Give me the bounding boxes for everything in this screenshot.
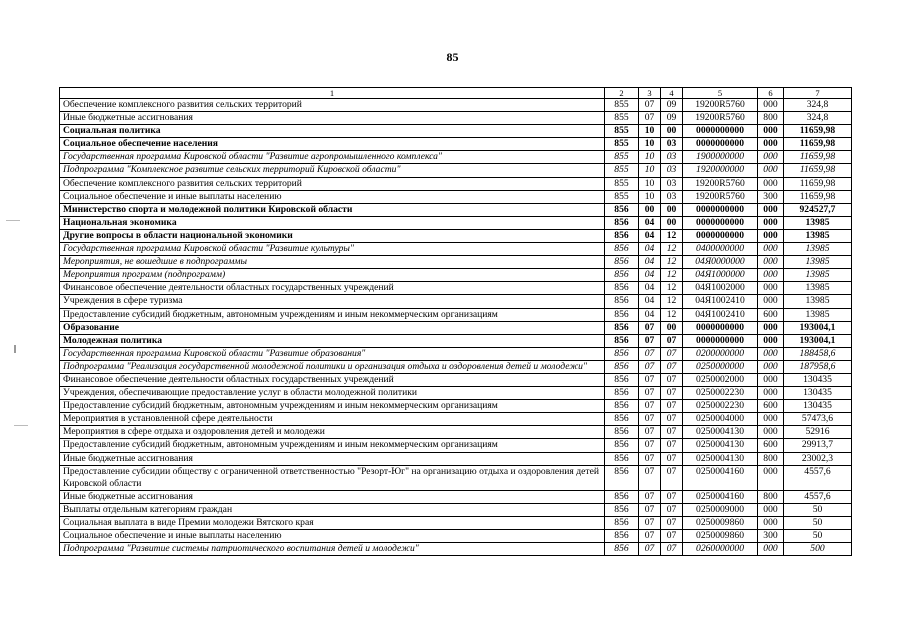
row-c3-cell: 10: [639, 138, 661, 151]
row-c4-cell: 07: [661, 543, 683, 556]
row-c2-cell: 856: [605, 321, 639, 334]
table-row: [60, 138, 852, 151]
row-c6-cell: 000: [758, 151, 784, 164]
row-c3-cell: 10: [639, 125, 661, 138]
row-c2-cell: 856: [605, 413, 639, 426]
row-c5-cell: 0250002000: [683, 373, 758, 386]
header-cell: 1: [60, 88, 605, 99]
row-c6-cell: 600: [758, 308, 784, 321]
row-c2-cell: 856: [605, 530, 639, 543]
row-c4-cell: 00: [661, 216, 683, 229]
table-row: [60, 125, 852, 138]
table-row: [60, 308, 852, 321]
row-c5-cell: 0000000000: [683, 321, 758, 334]
row-c2-cell: 855: [605, 151, 639, 164]
row-c3-cell: 07: [639, 373, 661, 386]
row-name-cell: Подпрограмма "Реализация государственной молодежной политики и организация отдыха и оздоровления детей и молодежи": [60, 360, 605, 373]
row-c3-cell: 04: [639, 229, 661, 242]
table-row: [60, 203, 852, 216]
row-c7-cell: 13985: [784, 282, 852, 295]
table-row: [60, 543, 852, 556]
row-c7-cell: 11659,98: [784, 164, 852, 177]
row-c7-cell: 50: [784, 503, 852, 516]
row-c6-cell: 000: [758, 138, 784, 151]
row-c5-cell: 0250002230: [683, 400, 758, 413]
row-c6-cell: 000: [758, 360, 784, 373]
row-name-cell: Мероприятия, не вошедшие в подпрограммы: [60, 256, 605, 269]
row-c6-cell: 000: [758, 347, 784, 360]
row-c4-cell: 03: [661, 177, 683, 190]
row-c4-cell: 12: [661, 229, 683, 242]
row-c6-cell: 300: [758, 530, 784, 543]
row-c3-cell: 07: [639, 360, 661, 373]
row-c4-cell: 07: [661, 413, 683, 426]
row-c5-cell: 0000000000: [683, 216, 758, 229]
row-c7-cell: 50: [784, 530, 852, 543]
row-c4-cell: 07: [661, 503, 683, 516]
row-c4-cell: 12: [661, 256, 683, 269]
row-name-cell: Иные бюджетные ассигнования: [60, 490, 605, 503]
row-c4-cell: 12: [661, 243, 683, 256]
row-c4-cell: 07: [661, 360, 683, 373]
table-row: [60, 334, 852, 347]
row-c3-cell: 07: [639, 490, 661, 503]
row-c7-cell: 13985: [784, 216, 852, 229]
margin-mark: [6, 220, 20, 221]
margin-mark: [14, 345, 16, 353]
row-c3-cell: 04: [639, 256, 661, 269]
row-name-cell: Другие вопросы в области национальной экономики: [60, 229, 605, 242]
row-c3-cell: 07: [639, 543, 661, 556]
row-c3-cell: 00: [639, 203, 661, 216]
row-c3-cell: 10: [639, 190, 661, 203]
row-c6-cell: 000: [758, 387, 784, 400]
row-c3-cell: 07: [639, 530, 661, 543]
table-row: [60, 400, 852, 413]
row-c3-cell: 07: [639, 503, 661, 516]
row-c7-cell: 13985: [784, 308, 852, 321]
row-c4-cell: 07: [661, 347, 683, 360]
row-c6-cell: 000: [758, 243, 784, 256]
row-c4-cell: 03: [661, 190, 683, 203]
row-c6-cell: 600: [758, 400, 784, 413]
row-c4-cell: 07: [661, 465, 683, 490]
table-body: [60, 88, 852, 556]
row-c7-cell: 924527,7: [784, 203, 852, 216]
row-c3-cell: 04: [639, 269, 661, 282]
row-name-cell: Предоставление субсидий бюджетным, автономным учреждениям и иным некоммерческим организациям: [60, 400, 605, 413]
row-c7-cell: 324,8: [784, 112, 852, 125]
row-c2-cell: 856: [605, 503, 639, 516]
row-c2-cell: 856: [605, 490, 639, 503]
row-c2-cell: 856: [605, 400, 639, 413]
row-c6-cell: 000: [758, 269, 784, 282]
row-name-cell: Учреждения в сфере туризма: [60, 295, 605, 308]
row-c3-cell: 04: [639, 216, 661, 229]
row-c5-cell: 0250004160: [683, 490, 758, 503]
row-name-cell: Предоставление субсидий бюджетным, автономным учреждениям и иным некоммерческим организациям: [60, 439, 605, 452]
table-row: [60, 530, 852, 543]
row-c4-cell: 07: [661, 426, 683, 439]
row-c7-cell: 187958,6: [784, 360, 852, 373]
row-c2-cell: 855: [605, 164, 639, 177]
row-c3-cell: 04: [639, 243, 661, 256]
row-name-cell: Иные бюджетные ассигнования: [60, 452, 605, 465]
row-c5-cell: 0250004130: [683, 426, 758, 439]
row-c3-cell: 07: [639, 112, 661, 125]
table-row: [60, 439, 852, 452]
row-c4-cell: 03: [661, 164, 683, 177]
row-c5-cell: 0000000000: [683, 203, 758, 216]
row-name-cell: Обеспечение комплексного развития сельских территорий: [60, 99, 605, 112]
table-row: [60, 465, 852, 490]
row-c4-cell: 07: [661, 439, 683, 452]
row-c3-cell: 07: [639, 426, 661, 439]
row-c4-cell: 07: [661, 373, 683, 386]
header-cell: 7: [784, 88, 852, 99]
row-name-cell: Подпрограмма "Комплексное развитие сельских территорий Кировской области": [60, 164, 605, 177]
row-c7-cell: 11659,98: [784, 151, 852, 164]
row-c2-cell: 856: [605, 334, 639, 347]
row-c6-cell: 300: [758, 190, 784, 203]
row-c3-cell: 04: [639, 282, 661, 295]
row-c3-cell: 07: [639, 465, 661, 490]
row-c5-cell: 0250004130: [683, 439, 758, 452]
row-c7-cell: 11659,98: [784, 190, 852, 203]
table-row: [60, 373, 852, 386]
row-name-cell: Национальная экономика: [60, 216, 605, 229]
row-c3-cell: 07: [639, 439, 661, 452]
row-c5-cell: 04Я1000000: [683, 269, 758, 282]
row-c2-cell: 856: [605, 426, 639, 439]
row-c2-cell: 856: [605, 269, 639, 282]
row-name-cell: Социальное обеспечение и иные выплаты населению: [60, 190, 605, 203]
table-row: [60, 517, 852, 530]
row-c2-cell: 855: [605, 112, 639, 125]
row-c7-cell: 11659,98: [784, 138, 852, 151]
header-cell: 4: [661, 88, 683, 99]
row-c6-cell: 000: [758, 543, 784, 556]
row-c6-cell: 000: [758, 99, 784, 112]
row-name-cell: Финансовое обеспечение деятельности областных государственных учреждений: [60, 282, 605, 295]
header-row: [60, 88, 852, 99]
row-c7-cell: 4557,6: [784, 490, 852, 503]
row-name-cell: Мероприятия программ (подпрограмм): [60, 269, 605, 282]
row-c4-cell: 03: [661, 151, 683, 164]
row-c7-cell: 23002,3: [784, 452, 852, 465]
row-c3-cell: 10: [639, 151, 661, 164]
row-c7-cell: 11659,98: [784, 125, 852, 138]
row-name-cell: Государственная программа Кировской области "Развитие образования": [60, 347, 605, 360]
row-name-cell: Финансовое обеспечение деятельности областных государственных учреждений: [60, 373, 605, 386]
table-row: [60, 99, 852, 112]
row-name-cell: Предоставление субсидии обществу с ограниченной ответственностью "Резорт-Юг" на организацию отдыха и оздоровления детей Кировской области: [60, 465, 605, 490]
row-c5-cell: 04Я0000000: [683, 256, 758, 269]
row-c6-cell: 000: [758, 164, 784, 177]
row-c4-cell: 07: [661, 517, 683, 530]
row-c5-cell: 19200R5760: [683, 190, 758, 203]
row-c2-cell: 856: [605, 243, 639, 256]
row-c7-cell: 13985: [784, 243, 852, 256]
row-c2-cell: 856: [605, 203, 639, 216]
row-c4-cell: 07: [661, 400, 683, 413]
header-cell: 2: [605, 88, 639, 99]
row-c3-cell: 04: [639, 308, 661, 321]
row-c4-cell: 12: [661, 282, 683, 295]
header-cell: 5: [683, 88, 758, 99]
page-number: 85: [446, 50, 459, 64]
row-name-cell: Министерство спорта и молодежной политики Кировской области: [60, 203, 605, 216]
table-row: [60, 216, 852, 229]
row-c5-cell: 0000000000: [683, 125, 758, 138]
row-c6-cell: 000: [758, 229, 784, 242]
row-c2-cell: 855: [605, 125, 639, 138]
budget-table: [59, 87, 852, 556]
row-c5-cell: 0200000000: [683, 347, 758, 360]
row-c2-cell: 856: [605, 256, 639, 269]
row-c4-cell: 07: [661, 530, 683, 543]
row-c3-cell: 10: [639, 177, 661, 190]
row-c6-cell: 000: [758, 321, 784, 334]
row-c4-cell: 12: [661, 308, 683, 321]
row-c2-cell: 856: [605, 347, 639, 360]
table-row: [60, 360, 852, 373]
row-c6-cell: 000: [758, 465, 784, 490]
row-c7-cell: 29913,7: [784, 439, 852, 452]
row-c5-cell: 0400000000: [683, 243, 758, 256]
row-name-cell: Иные бюджетные ассигнования: [60, 112, 605, 125]
row-c4-cell: 03: [661, 138, 683, 151]
row-c2-cell: 856: [605, 360, 639, 373]
row-name-cell: Учреждения, обеспечивающие предоставление услуг в области молодежной политики: [60, 387, 605, 400]
table-row: [60, 243, 852, 256]
row-c3-cell: 07: [639, 400, 661, 413]
row-c6-cell: 000: [758, 517, 784, 530]
row-c5-cell: 0000000000: [683, 334, 758, 347]
row-c4-cell: 00: [661, 125, 683, 138]
row-c3-cell: 07: [639, 347, 661, 360]
row-name-cell: Государственная программа Кировской области "Развитие агропромышленного комплекса": [60, 151, 605, 164]
row-name-cell: Выплаты отдельным категориям граждан: [60, 503, 605, 516]
row-name-cell: Социальная политика: [60, 125, 605, 138]
table-row: [60, 177, 852, 190]
row-c6-cell: 800: [758, 112, 784, 125]
margin-mark: [14, 425, 28, 426]
row-c2-cell: 856: [605, 465, 639, 490]
header-cell: 3: [639, 88, 661, 99]
row-c5-cell: 0250004160: [683, 465, 758, 490]
row-c7-cell: 4557,6: [784, 465, 852, 490]
row-c2-cell: 856: [605, 439, 639, 452]
row-c7-cell: 500: [784, 543, 852, 556]
row-c7-cell: 193004,1: [784, 334, 852, 347]
row-c3-cell: 07: [639, 99, 661, 112]
row-c2-cell: 856: [605, 373, 639, 386]
row-c5-cell: 0260000000: [683, 543, 758, 556]
row-c6-cell: 000: [758, 295, 784, 308]
row-c4-cell: 07: [661, 452, 683, 465]
row-c6-cell: 000: [758, 203, 784, 216]
row-c2-cell: 855: [605, 190, 639, 203]
row-c6-cell: 800: [758, 490, 784, 503]
row-c3-cell: 04: [639, 295, 661, 308]
row-name-cell: Социальная выплата в виде Премии молодежи Вятского края: [60, 517, 605, 530]
row-c3-cell: 10: [639, 164, 661, 177]
row-c5-cell: 19200R5760: [683, 99, 758, 112]
table-row: [60, 387, 852, 400]
row-c2-cell: 856: [605, 282, 639, 295]
row-c2-cell: 856: [605, 216, 639, 229]
row-c6-cell: 000: [758, 503, 784, 516]
row-c5-cell: 19200R5760: [683, 177, 758, 190]
row-c2-cell: 856: [605, 387, 639, 400]
header-cell: 6: [758, 88, 784, 99]
row-name-cell: Молодежная политика: [60, 334, 605, 347]
table-row: [60, 321, 852, 334]
row-name-cell: Обеспечение комплексного развития сельских территорий: [60, 177, 605, 190]
row-c7-cell: 188458,6: [784, 347, 852, 360]
row-name-cell: Социальное обеспечение населения: [60, 138, 605, 151]
row-c5-cell: 0250009000: [683, 503, 758, 516]
table-row: [60, 426, 852, 439]
row-c7-cell: 130435: [784, 400, 852, 413]
row-c4-cell: 00: [661, 203, 683, 216]
row-c4-cell: 07: [661, 490, 683, 503]
row-c3-cell: 07: [639, 517, 661, 530]
row-c7-cell: 130435: [784, 387, 852, 400]
row-name-cell: Подпрограмма "Развитие системы патриотического воспитания детей и молодежи": [60, 543, 605, 556]
table-row: [60, 164, 852, 177]
row-c6-cell: 000: [758, 426, 784, 439]
row-name-cell: Мероприятия в установленной сфере деятельности: [60, 413, 605, 426]
row-c5-cell: 0250009860: [683, 517, 758, 530]
row-c2-cell: 856: [605, 543, 639, 556]
table-row: [60, 490, 852, 503]
row-c5-cell: 0000000000: [683, 229, 758, 242]
row-c5-cell: 0250000000: [683, 360, 758, 373]
table-row: [60, 256, 852, 269]
row-c2-cell: 856: [605, 517, 639, 530]
row-c2-cell: 856: [605, 295, 639, 308]
row-c6-cell: 000: [758, 413, 784, 426]
table-row: [60, 282, 852, 295]
row-name-cell: Мероприятия в сфере отдыха и оздоровления детей и молодежи: [60, 426, 605, 439]
table-row: [60, 151, 852, 164]
row-c4-cell: 09: [661, 112, 683, 125]
row-c2-cell: 855: [605, 177, 639, 190]
table-row: [60, 503, 852, 516]
table-row: [60, 452, 852, 465]
table-row: [60, 347, 852, 360]
row-c2-cell: 855: [605, 99, 639, 112]
row-c7-cell: 324,8: [784, 99, 852, 112]
row-c5-cell: 04Я1002410: [683, 308, 758, 321]
row-c6-cell: 000: [758, 256, 784, 269]
row-c7-cell: 13985: [784, 269, 852, 282]
row-name-cell: Предоставление субсидий бюджетным, автономным учреждениям и иным некоммерческим организациям: [60, 308, 605, 321]
row-c3-cell: 07: [639, 334, 661, 347]
row-name-cell: Образование: [60, 321, 605, 334]
row-c4-cell: 00: [661, 321, 683, 334]
row-c6-cell: 600: [758, 439, 784, 452]
row-c5-cell: 0250004000: [683, 413, 758, 426]
row-c2-cell: 855: [605, 138, 639, 151]
row-c4-cell: 09: [661, 99, 683, 112]
row-c5-cell: 04Я1002000: [683, 282, 758, 295]
row-c7-cell: 50: [784, 517, 852, 530]
row-c6-cell: 000: [758, 125, 784, 138]
row-c3-cell: 07: [639, 321, 661, 334]
row-c6-cell: 000: [758, 282, 784, 295]
row-c3-cell: 07: [639, 387, 661, 400]
row-c7-cell: 13985: [784, 295, 852, 308]
row-c6-cell: 800: [758, 452, 784, 465]
row-c5-cell: 0000000000: [683, 138, 758, 151]
row-c5-cell: 0250002230: [683, 387, 758, 400]
row-c2-cell: 856: [605, 452, 639, 465]
row-c6-cell: 000: [758, 373, 784, 386]
row-c4-cell: 07: [661, 387, 683, 400]
row-c5-cell: 0250009860: [683, 530, 758, 543]
row-c4-cell: 12: [661, 295, 683, 308]
row-c2-cell: 856: [605, 229, 639, 242]
row-name-cell: Социальное обеспечение и иные выплаты населению: [60, 530, 605, 543]
row-c7-cell: 13985: [784, 256, 852, 269]
row-c7-cell: 130435: [784, 373, 852, 386]
table-row: [60, 112, 852, 125]
row-c7-cell: 193004,1: [784, 321, 852, 334]
row-c5-cell: 04Я1002410: [683, 295, 758, 308]
row-c7-cell: 52916: [784, 426, 852, 439]
row-c5-cell: 19200R5760: [683, 112, 758, 125]
table-row: [60, 295, 852, 308]
table-row: [60, 190, 852, 203]
table-row: [60, 413, 852, 426]
row-c6-cell: 000: [758, 216, 784, 229]
table-row: [60, 269, 852, 282]
row-c4-cell: 12: [661, 269, 683, 282]
row-c7-cell: 57473,6: [784, 413, 852, 426]
row-c4-cell: 07: [661, 334, 683, 347]
row-name-cell: Государственная программа Кировской области "Развитие культуры": [60, 243, 605, 256]
row-c5-cell: 0250004130: [683, 452, 758, 465]
row-c3-cell: 07: [639, 413, 661, 426]
row-c7-cell: 11659,98: [784, 177, 852, 190]
row-c5-cell: 1900000000: [683, 151, 758, 164]
row-c2-cell: 856: [605, 308, 639, 321]
row-c6-cell: 000: [758, 334, 784, 347]
row-c3-cell: 07: [639, 452, 661, 465]
table-row: [60, 229, 852, 242]
row-c7-cell: 13985: [784, 229, 852, 242]
row-c5-cell: 1920000000: [683, 164, 758, 177]
row-c6-cell: 000: [758, 177, 784, 190]
